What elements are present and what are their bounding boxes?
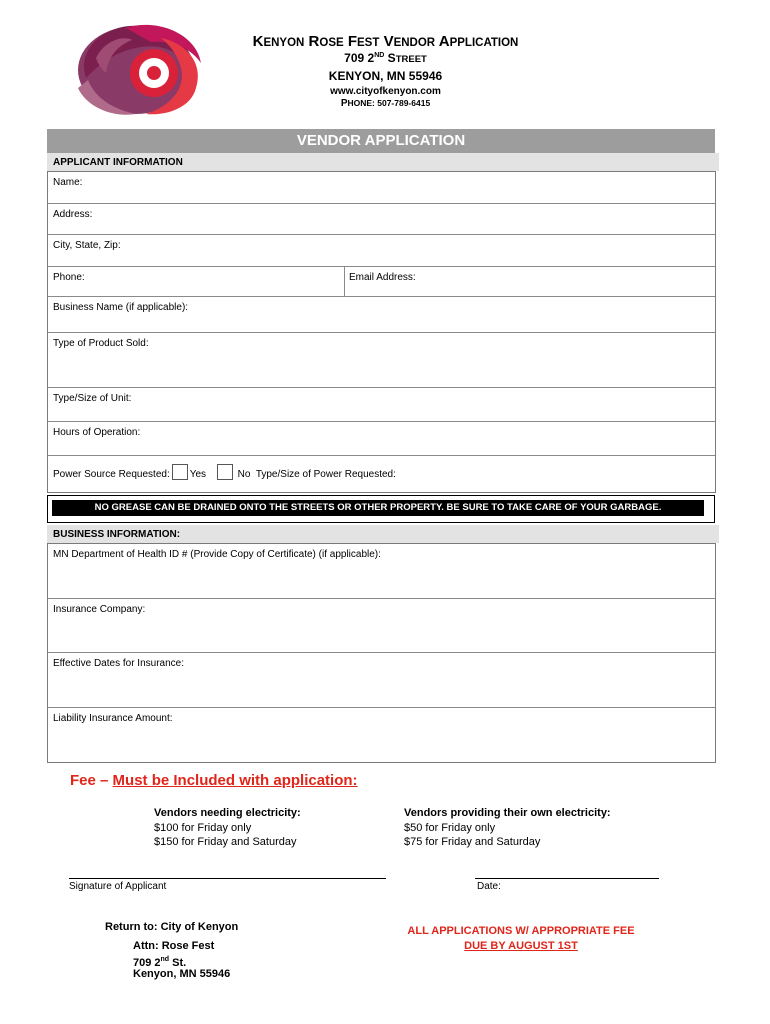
signature-line[interactable]: [69, 878, 386, 879]
power-no-label: No: [237, 469, 251, 480]
return-city: Kenyon, MN 55946: [133, 968, 231, 980]
hours-label: Hours of Operation:: [53, 427, 141, 438]
effective-dates-field[interactable]: [48, 653, 715, 708]
hours-field[interactable]: [48, 422, 715, 456]
header-city: KENYON, MN 55946: [328, 69, 443, 83]
product-label: Type of Product Sold:: [53, 338, 149, 349]
insurance-company-label: Insurance Company:: [53, 604, 146, 615]
power-no-checkbox[interactable]: [217, 464, 233, 480]
phone-email-row: [48, 267, 715, 297]
email-label: Email Address:: [349, 272, 416, 283]
address-field[interactable]: [48, 204, 715, 235]
fee-col2-line2: $75 for Friday and Saturday: [404, 836, 541, 848]
health-id-field[interactable]: [48, 544, 715, 599]
return-attn: Attn: Rose Fest: [133, 940, 215, 952]
business-name-field[interactable]: [48, 297, 715, 333]
fee-heading: Fee – Must be Included with application:: [70, 772, 358, 789]
effective-dates-label: Effective Dates for Insurance:: [53, 658, 184, 669]
vendor-application-banner: VENDOR APPLICATION: [47, 129, 715, 153]
business-section-title: BUSINESS INFORMATION:: [47, 525, 719, 543]
city-state-zip-label: City, State, Zip:: [53, 240, 121, 251]
deadline-notice: [390, 924, 652, 954]
fee-col1-line1: $100 for Friday only: [154, 821, 252, 834]
address-label: Address:: [53, 209, 93, 220]
date-label: Date:: [477, 881, 501, 892]
deadline-line1: ALL APPLICATIONS W/ APPROPRIATE FEE: [407, 925, 635, 937]
grease-warning: NO GREASE CAN BE DRAINED ONTO THE STREETS OR OTHER PROPERTY. BE SURE TO TAKE CARE OF YOUR GARBAGE.: [52, 500, 704, 516]
form-title: KENYON ROSE FEST VENDOR APPLICATION: [252, 33, 519, 50]
header-website: www.cityofkenyon.com: [330, 86, 441, 97]
fee-electricity-column: [154, 806, 301, 850]
power-yes-checkbox[interactable]: [172, 464, 188, 480]
name-label: Name:: [53, 177, 83, 188]
liability-field[interactable]: [48, 708, 715, 762]
fee-col2-line1: $50 for Friday only: [404, 821, 496, 834]
liability-label: Liability Insurance Amount:: [53, 713, 173, 724]
unit-label: Type/Size of Unit:: [53, 393, 132, 404]
header-phone: PHONE: 507-789-6415: [340, 98, 431, 109]
signature-label: Signature of Applicant: [69, 881, 167, 892]
date-line[interactable]: [475, 878, 659, 879]
fee-col1-heading: Vendors needing electricity:: [154, 807, 301, 819]
power-type-label: Type/Size of Power Requested:: [255, 469, 396, 480]
name-field[interactable]: [48, 172, 715, 204]
return-street: 709 2nd St.: [133, 956, 187, 969]
deadline-line2: DUE BY AUGUST 1ST: [464, 940, 578, 952]
applicant-info-box: [47, 171, 716, 493]
power-row: [48, 456, 715, 492]
fee-col1-line2: $150 for Friday and Saturday: [154, 836, 297, 848]
fee-own-power-column: [404, 806, 611, 850]
fee-col2-heading: Vendors providing their own electricity:: [404, 807, 611, 819]
rose-logo: [66, 18, 206, 118]
insurance-company-field[interactable]: [48, 599, 715, 653]
business-info-box: [47, 543, 716, 763]
applicant-section-title: APPLICANT INFORMATION: [47, 153, 719, 171]
health-id-label: MN Department of Health ID # (Provide Copy of Certificate) (if applicable):: [53, 549, 381, 560]
return-to: Return to: City of Kenyon: [105, 921, 239, 933]
city-state-zip-field[interactable]: [48, 235, 715, 267]
product-field[interactable]: [48, 333, 715, 388]
unit-field[interactable]: [48, 388, 715, 422]
phone-label: Phone:: [53, 272, 85, 283]
power-label: Power Source Requested:: [53, 469, 170, 480]
header-street: 709 2ND STREET: [344, 51, 427, 65]
power-yes-label: Yes: [189, 469, 207, 480]
divider: [344, 267, 345, 296]
power-line: [53, 464, 396, 480]
business-name-label: Business Name (if applicable):: [53, 302, 189, 313]
